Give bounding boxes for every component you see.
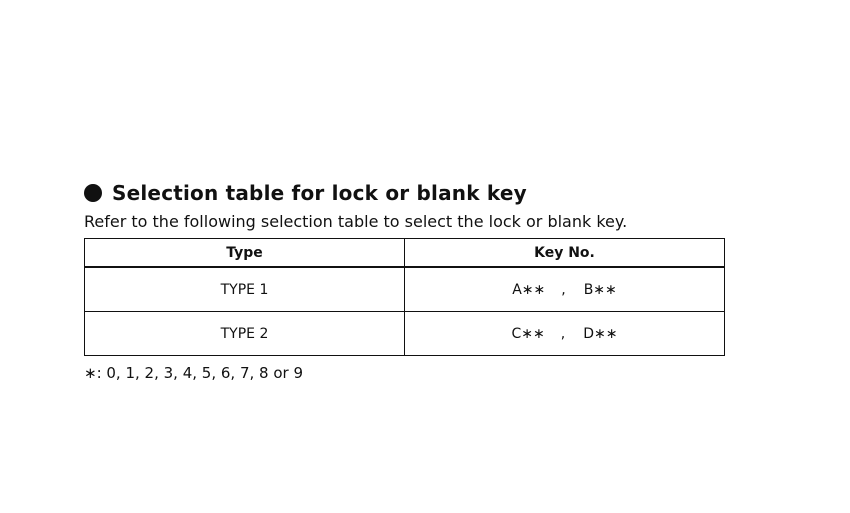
key-no-cell bbox=[405, 267, 725, 312]
selection-table bbox=[84, 238, 725, 356]
bullet-icon bbox=[84, 184, 102, 202]
key-code: B∗∗ bbox=[583, 281, 617, 298]
intro-text: Refer to the following selection table to select the lock or blank key. bbox=[84, 212, 628, 231]
key-separator: , bbox=[560, 325, 566, 342]
key-code: A∗∗ bbox=[512, 281, 546, 298]
key-separator: , bbox=[561, 281, 566, 298]
key-code: C∗∗ bbox=[511, 325, 545, 342]
section-heading bbox=[84, 178, 527, 208]
key-no-cell bbox=[405, 312, 725, 356]
table-header-row bbox=[85, 239, 725, 268]
type-cell: TYPE 2 bbox=[85, 312, 405, 356]
column-header-type: Type bbox=[85, 239, 405, 268]
section-title: Selection table for lock or blank key bbox=[112, 181, 527, 205]
key-code: D∗∗ bbox=[583, 325, 618, 342]
footnote: ∗: 0, 1, 2, 3, 4, 5, 6, 7, 8 or 9 bbox=[84, 364, 303, 382]
column-header-key-no: Key No. bbox=[405, 239, 725, 268]
table-row bbox=[85, 267, 725, 312]
table-row bbox=[85, 312, 725, 356]
type-cell: TYPE 1 bbox=[85, 267, 405, 312]
